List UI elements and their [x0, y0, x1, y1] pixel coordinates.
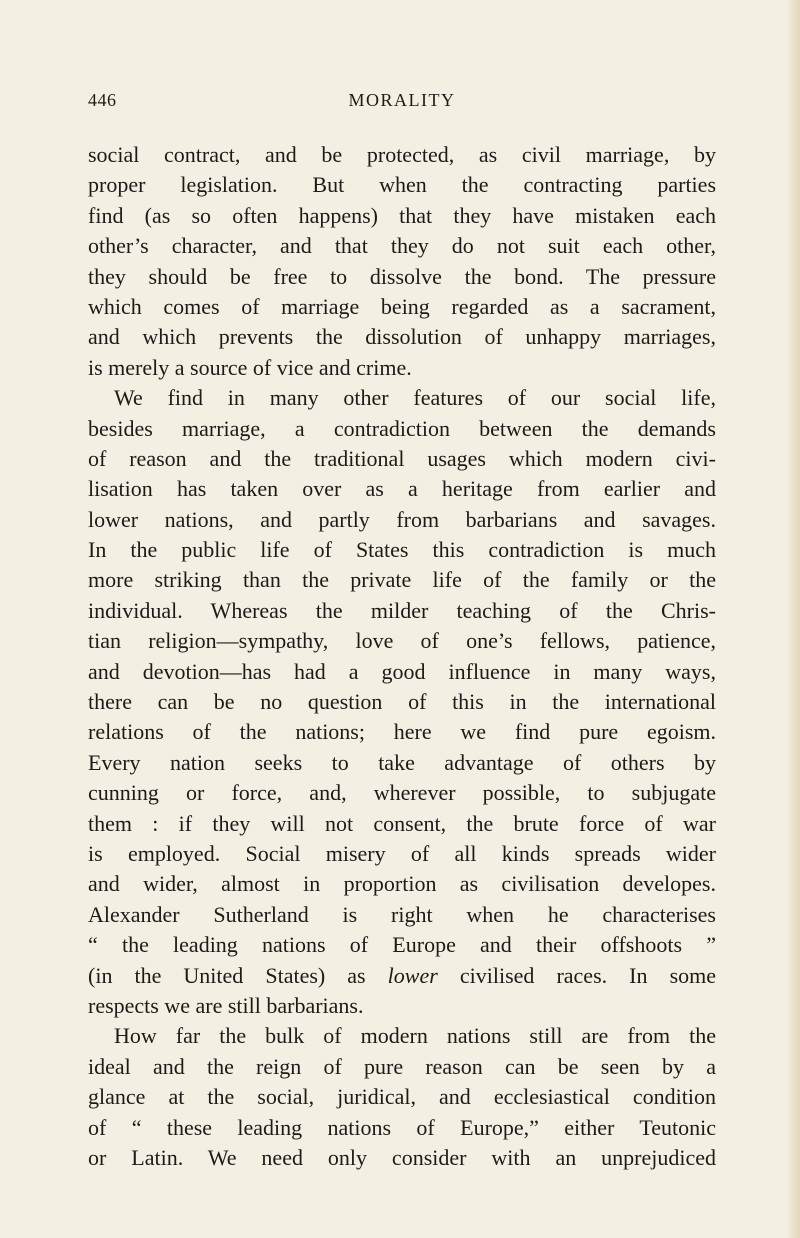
text-line: more striking than the private life of the family or the — [88, 567, 716, 593]
text-line: glance at the social, juridical, and ecclesiastical condition — [88, 1084, 716, 1110]
text-line: is employed. Social misery of all kinds spreads wider — [88, 840, 716, 866]
text-line: or Latin. We need only consider with an unprejudiced — [88, 1144, 716, 1170]
text-line: and which prevents the dissolution of unhappy marriages, — [88, 324, 716, 350]
text-line: and wider, almost in proportion as civilisation developes. — [88, 871, 716, 897]
text-line: social contract, and be protected, as civil marriage, by — [88, 142, 716, 167]
text-line: them : if they will not consent, the brute force of war — [88, 810, 716, 836]
text-line: besides marriage, a contradiction between the demands — [88, 415, 716, 441]
text-line: Alexander Sutherland is right when he characterises — [88, 901, 716, 927]
text-line: which comes of marriage being regarded as a sacrament, — [88, 293, 716, 319]
text-line: tian religion—sympathy, love of one’s fellows, patience, — [88, 628, 716, 654]
italic-word: lower — [387, 962, 438, 988]
body-text — [88, 140, 716, 1173]
text-line: there can be no question of this in the international — [88, 689, 716, 715]
text-line: respects we are still barbarians. — [88, 992, 364, 1018]
text-line: ideal and the reign of pure reason can be seen by a — [88, 1053, 716, 1079]
text-line: relations of the nations; here we find pure egoism. — [88, 719, 716, 745]
text-line: they should be free to dissolve the bond. The pressure — [88, 263, 716, 289]
text-line: “ the leading nations of Europe and their offshoots ” — [88, 932, 716, 958]
text-line: lower nations, and partly from barbarians and savages. — [88, 506, 716, 532]
text-line — [88, 961, 716, 991]
text-line: of reason and the traditional usages which modern civi- — [88, 445, 716, 471]
text-segment: civilised races. In some — [459, 962, 716, 988]
text-line: other’s character, and that they do not suit each other, — [88, 233, 716, 259]
running-title: MORALITY — [348, 90, 456, 110]
text-line: is merely a source of vice and crime. — [88, 354, 412, 380]
text-line: of “ these leading nations of Europe,” either Teutonic — [88, 1114, 716, 1140]
page-number: 446 — [88, 90, 117, 110]
text-line: cunning or force, and, wherever possible, to subjugate — [88, 780, 716, 806]
page-edge-shadow — [786, 0, 800, 1238]
text-line: We find in many other features of our social life, — [114, 385, 716, 411]
text-segment: (in the United States) as — [88, 962, 366, 988]
text-line: proper legislation. But when the contracting parties — [88, 172, 716, 198]
running-head — [88, 90, 716, 120]
text-line: In the public life of States this contradiction is much — [88, 537, 716, 563]
text-line: and devotion—has had a good influence in many ways, — [88, 658, 716, 684]
text-line: How far the bulk of modern nations still are from the — [114, 1023, 716, 1049]
text-line: find (as so often happens) that they have mistaken each — [88, 202, 716, 228]
text-line: individual. Whereas the milder teaching of the Chris- — [88, 597, 716, 623]
text-line: lisation has taken over as a heritage from earlier and — [88, 476, 716, 502]
text-line: Every nation seeks to take advantage of others by — [88, 749, 716, 775]
